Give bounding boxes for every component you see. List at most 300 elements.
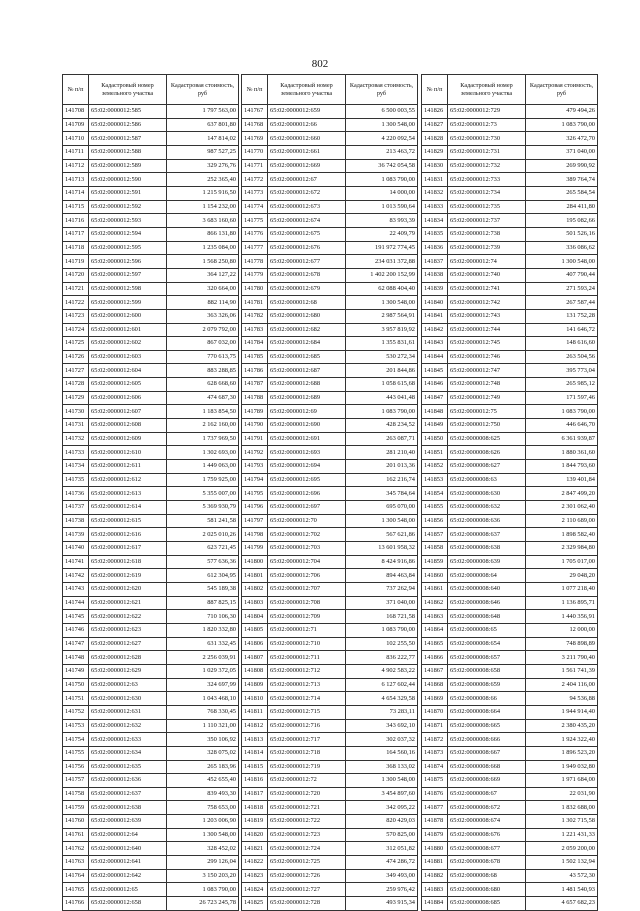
table-row — [242, 173, 418, 187]
row-number: 141731 — [63, 419, 89, 433]
row-number: 141856 — [422, 514, 448, 528]
cadastral-number: 65:02:0000008:638 — [448, 542, 526, 556]
cadastral-value: 1 029 372,05 — [167, 664, 239, 678]
cadastral-value: 2 301 062,40 — [526, 501, 598, 515]
row-number: 141806 — [242, 637, 268, 651]
table-row — [242, 869, 418, 883]
cadastral-value: 22 409,79 — [346, 227, 418, 241]
row-number: 141845 — [422, 364, 448, 378]
table-row — [242, 760, 418, 774]
cadastral-value: 2 380 435,20 — [526, 719, 598, 733]
row-number: 141758 — [63, 787, 89, 801]
cadastral-number: 65:02:0000012:606 — [89, 391, 167, 405]
cadastral-value: 1 844 793,60 — [526, 460, 598, 474]
table-row — [422, 664, 598, 678]
row-number: 141819 — [242, 815, 268, 829]
cadastral-value: 350 106,92 — [167, 733, 239, 747]
row-number: 141751 — [63, 692, 89, 706]
cadastral-number: 65:02:0000012:658 — [89, 897, 167, 911]
row-number: 141774 — [242, 200, 268, 214]
table-row — [422, 159, 598, 173]
cadastral-value: 748 898,89 — [526, 637, 598, 651]
table-row — [242, 801, 418, 815]
row-number: 141871 — [422, 719, 448, 733]
row-number: 141770 — [242, 145, 268, 159]
cadastral-value: 1 302 693,00 — [167, 446, 239, 460]
table-row — [63, 460, 239, 474]
cadastral-value: 1 440 356,91 — [526, 610, 598, 624]
cadastral-value: 147 814,02 — [167, 132, 239, 146]
cadastral-number: 65:02:0000008:685 — [448, 897, 526, 911]
table-row — [242, 637, 418, 651]
row-number: 141820 — [242, 828, 268, 842]
table-row — [242, 528, 418, 542]
row-number: 141737 — [63, 501, 89, 515]
row-number: 141857 — [422, 528, 448, 542]
cadastral-number: 65:02:0000012:678 — [268, 268, 346, 282]
table-row — [422, 487, 598, 501]
row-number: 141870 — [422, 705, 448, 719]
row-number: 141827 — [422, 118, 448, 132]
table-row — [422, 869, 598, 883]
table-row — [422, 419, 598, 433]
table-header-row — [422, 75, 598, 105]
cadastral-value: 1 083 790,00 — [526, 118, 598, 132]
table-row — [422, 856, 598, 870]
cadastral-value: 1 083 790,00 — [346, 623, 418, 637]
cadastral-number: 65:02:0000012:726 — [268, 869, 346, 883]
cadastral-number: 65:02:0000008:654 — [448, 637, 526, 651]
cadastral-value: 62 088 404,40 — [346, 282, 418, 296]
table-row — [242, 664, 418, 678]
row-number: 141816 — [242, 774, 268, 788]
cadastral-value: 628 668,60 — [167, 378, 239, 392]
table-row — [242, 692, 418, 706]
cadastral-value: 1 449 063,00 — [167, 460, 239, 474]
table-row — [242, 719, 418, 733]
row-number: 141839 — [422, 282, 448, 296]
row-number: 141764 — [63, 869, 89, 883]
cadastral-number: 65:02:0000012:719 — [268, 760, 346, 774]
cadastral-value: 345 784,64 — [346, 487, 418, 501]
cadastral-value: 1 110 321,00 — [167, 719, 239, 733]
cadastral-number: 65:02:0000008:669 — [448, 774, 526, 788]
table-row — [242, 487, 418, 501]
cadastral-number: 65:02:0000012:727 — [268, 883, 346, 897]
cadastral-value: 94 536,88 — [526, 692, 598, 706]
cadastral-value: 131 752,28 — [526, 309, 598, 323]
row-number: 141877 — [422, 801, 448, 815]
row-number: 141746 — [63, 623, 89, 637]
cadastral-number: 65:02:0000012:661 — [268, 145, 346, 159]
row-number: 141784 — [242, 337, 268, 351]
row-number: 141786 — [242, 364, 268, 378]
cadastral-value: 73 283,11 — [346, 705, 418, 719]
table-row — [422, 774, 598, 788]
row-number: 141715 — [63, 200, 89, 214]
row-number: 141861 — [422, 582, 448, 596]
row-number: 141812 — [242, 719, 268, 733]
table-row — [63, 746, 239, 760]
row-number: 141745 — [63, 610, 89, 624]
cadastral-value: 570 825,00 — [346, 828, 418, 842]
cadastral-number: 65:02:0000012:689 — [268, 391, 346, 405]
row-number: 141881 — [422, 856, 448, 870]
table-row — [63, 296, 239, 310]
cadastral-value: 1 971 684,00 — [526, 774, 598, 788]
table-row — [242, 460, 418, 474]
table-row — [422, 760, 598, 774]
table-row — [63, 514, 239, 528]
table-row — [242, 746, 418, 760]
cadastral-number: 65:02:0000012:710 — [268, 637, 346, 651]
cadastral-value: 43 572,30 — [526, 869, 598, 883]
cadastral-value: 271 593,24 — [526, 282, 598, 296]
row-number: 141815 — [242, 760, 268, 774]
cadastral-number: 65:02:0000012:695 — [268, 473, 346, 487]
cadastral-value: 201 844,86 — [346, 364, 418, 378]
row-number: 141838 — [422, 268, 448, 282]
cadastral-number: 65:02:0000012:596 — [89, 255, 167, 269]
table-row — [242, 391, 418, 405]
cadastral-number: 65:02:0000012:613 — [89, 487, 167, 501]
cadastral-value: 4 220 092,54 — [346, 132, 418, 146]
cadastral-value: 2 987 564,91 — [346, 309, 418, 323]
cadastral-number: 65:02:0000012:591 — [89, 186, 167, 200]
table-row — [422, 200, 598, 214]
row-number: 141834 — [422, 214, 448, 228]
cadastral-value: 479 494,26 — [526, 105, 598, 119]
table-row — [242, 596, 418, 610]
table-row — [422, 692, 598, 706]
cadastral-value: 26 723 245,78 — [167, 897, 239, 911]
cadastral-value: 191 972 774,45 — [346, 241, 418, 255]
table-row — [63, 610, 239, 624]
cadastral-value: 3 454 897,60 — [346, 787, 418, 801]
row-number: 141824 — [242, 883, 268, 897]
cadastral-number: 65:02:0000012:739 — [448, 241, 526, 255]
cadastral-value: 758 653,00 — [167, 801, 239, 815]
table-row — [422, 337, 598, 351]
cadastral-value: 623 721,45 — [167, 542, 239, 556]
row-number: 141710 — [63, 132, 89, 146]
cadastral-value: 1 481 540,93 — [526, 883, 598, 897]
table-row — [242, 705, 418, 719]
table-row — [242, 227, 418, 241]
cadastral-number: 65:02:0000012:688 — [268, 378, 346, 392]
cadastral-value: 320 664,00 — [167, 282, 239, 296]
table-row — [242, 856, 418, 870]
row-number: 141802 — [242, 582, 268, 596]
cadastral-number: 65:02:0000008:680 — [448, 883, 526, 897]
table-row — [422, 214, 598, 228]
cadastral-value: 371 040,00 — [346, 596, 418, 610]
row-number: 141726 — [63, 350, 89, 364]
table-row — [242, 542, 418, 556]
cadastral-value: 1 820 332,80 — [167, 623, 239, 637]
table-row — [63, 255, 239, 269]
cadastral-number: 65:02:0000008:668 — [448, 760, 526, 774]
cadastral-number: 65:02:0000012:697 — [268, 501, 346, 515]
cadastral-number: 65:02:0000012:621 — [89, 596, 167, 610]
table-row — [242, 296, 418, 310]
cadastral-value: 2 256 039,91 — [167, 651, 239, 665]
row-number: 141863 — [422, 610, 448, 624]
table-row — [63, 200, 239, 214]
table-row — [422, 842, 598, 856]
header-cadastral-number: Кадастровый номер земельного участка — [268, 75, 346, 105]
table-header-row — [242, 75, 418, 105]
cadastral-value: 14 000,00 — [346, 186, 418, 200]
cadastral-number: 65:02:0000012:614 — [89, 501, 167, 515]
cadastral-value: 263 087,71 — [346, 432, 418, 446]
cadastral-value: 162 216,74 — [346, 473, 418, 487]
cadastral-number: 65:02:0000008:676 — [448, 828, 526, 842]
cadastral-number: 65:02:0000012:616 — [89, 528, 167, 542]
cadastral-value: 637 801,80 — [167, 118, 239, 132]
row-number: 141853 — [422, 473, 448, 487]
cadastral-number: 65:02:0000012:717 — [268, 733, 346, 747]
header-cadastral-number: Кадастровый номер земельного участка — [448, 75, 526, 105]
cadastral-value: 1 043 468,10 — [167, 692, 239, 706]
row-number: 141883 — [422, 883, 448, 897]
table-row — [63, 651, 239, 665]
row-number: 141808 — [242, 664, 268, 678]
cadastral-number: 65:02:0000012:615 — [89, 514, 167, 528]
table-row — [63, 268, 239, 282]
row-number: 141880 — [422, 842, 448, 856]
cadastral-number: 65:02:0000008:640 — [448, 582, 526, 596]
table-row — [242, 883, 418, 897]
table-row — [242, 350, 418, 364]
table-row — [63, 473, 239, 487]
table-row — [242, 159, 418, 173]
cadastral-value: 5 355 007,00 — [167, 487, 239, 501]
cadastral-number: 65:02:0000012:720 — [268, 787, 346, 801]
row-number: 141847 — [422, 391, 448, 405]
row-number: 141782 — [242, 309, 268, 323]
cadastral-value: 894 463,84 — [346, 569, 418, 583]
cadastral-value: 1 561 741,39 — [526, 664, 598, 678]
row-number: 141848 — [422, 405, 448, 419]
cadastral-number: 65:02:0000012:729 — [448, 105, 526, 119]
table-row — [242, 378, 418, 392]
cadastral-value: 171 597,46 — [526, 391, 598, 405]
cadastral-value: 1 797 563,00 — [167, 105, 239, 119]
cadastral-value: 364 127,22 — [167, 268, 239, 282]
table-row — [63, 637, 239, 651]
cadastral-number: 65:02:0000012:687 — [268, 364, 346, 378]
cadastral-number: 65:02:0000008:648 — [448, 610, 526, 624]
cadastral-value: 164 560,16 — [346, 746, 418, 760]
table-row — [242, 419, 418, 433]
table-row — [242, 569, 418, 583]
row-number: 141709 — [63, 118, 89, 132]
cadastral-number: 65:02:0000012:64 — [89, 828, 167, 842]
cadastral-number: 65:02:0000012:722 — [268, 815, 346, 829]
table-header-row — [63, 75, 239, 105]
row-number: 141769 — [242, 132, 268, 146]
cadastral-value: 168 721,58 — [346, 610, 418, 624]
cadastral-value: 1 759 925,00 — [167, 473, 239, 487]
row-number: 141811 — [242, 705, 268, 719]
header-cadastral-value: Кадастровая стоимость, руб — [526, 75, 598, 105]
row-number: 141803 — [242, 596, 268, 610]
cadastral-value: 6 500 003,55 — [346, 105, 418, 119]
table-row — [63, 337, 239, 351]
table-row — [63, 664, 239, 678]
row-number: 141765 — [63, 883, 89, 897]
cadastral-value: 8 424 916,86 — [346, 555, 418, 569]
cadastral-number: 65:02:0000012:635 — [89, 760, 167, 774]
cadastral-value: 6 361 939,87 — [526, 432, 598, 446]
cadastral-number: 65:02:0000012:731 — [448, 145, 526, 159]
table-row — [242, 678, 418, 692]
cadastral-value: 1 300 548,00 — [346, 296, 418, 310]
row-number: 141732 — [63, 432, 89, 446]
table-row — [422, 801, 598, 815]
row-number: 141797 — [242, 514, 268, 528]
cadastral-number: 65:02:0000012:714 — [268, 692, 346, 706]
table-row — [63, 528, 239, 542]
cadastral-number: 65:02:0000012:585 — [89, 105, 167, 119]
row-number: 141852 — [422, 460, 448, 474]
table-row — [422, 118, 598, 132]
row-number: 141833 — [422, 200, 448, 214]
row-number: 141727 — [63, 364, 89, 378]
cadastral-number: 65:02:0000012:639 — [89, 815, 167, 829]
table-row — [422, 651, 598, 665]
cadastral-number: 65:02:0000008:630 — [448, 487, 526, 501]
cadastral-value: 839 493,30 — [167, 787, 239, 801]
cadastral-number: 65:02:0000008:64 — [448, 569, 526, 583]
row-number: 141874 — [422, 760, 448, 774]
table-row — [422, 323, 598, 337]
cadastral-value: 577 636,36 — [167, 555, 239, 569]
table-row — [242, 446, 418, 460]
row-number: 141724 — [63, 323, 89, 337]
table-row — [422, 637, 598, 651]
row-number: 141821 — [242, 842, 268, 856]
table-row — [242, 186, 418, 200]
table-row — [422, 405, 598, 419]
row-number: 141809 — [242, 678, 268, 692]
row-number: 141763 — [63, 856, 89, 870]
cadastral-number: 65:02:0000012:611 — [89, 460, 167, 474]
cadastral-number: 65:02:0000012:620 — [89, 582, 167, 596]
cadastral-number: 65:02:0000012:745 — [448, 337, 526, 351]
row-number: 141801 — [242, 569, 268, 583]
row-number: 141740 — [63, 542, 89, 556]
table-row — [242, 309, 418, 323]
cadastral-value: 234 031 372,88 — [346, 255, 418, 269]
cadastral-value: 866 131,80 — [167, 227, 239, 241]
row-number: 141767 — [242, 105, 268, 119]
table-row — [63, 186, 239, 200]
register-table-3 — [421, 74, 598, 911]
cadastral-number: 65:02:0000012:70 — [268, 514, 346, 528]
cadastral-value: 4 902 583,22 — [346, 664, 418, 678]
cadastral-value: 474 286,72 — [346, 856, 418, 870]
table-row — [63, 364, 239, 378]
cadastral-number: 65:02:0000012:590 — [89, 173, 167, 187]
cadastral-number: 65:02:0000012:709 — [268, 610, 346, 624]
table-row — [63, 719, 239, 733]
table-row — [422, 432, 598, 446]
table-row — [422, 282, 598, 296]
cadastral-number: 65:02:0000008:637 — [448, 528, 526, 542]
cadastral-number: 65:02:0000012:619 — [89, 569, 167, 583]
row-number: 141741 — [63, 555, 89, 569]
row-number: 141873 — [422, 746, 448, 760]
cadastral-number: 65:02:0000012:703 — [268, 542, 346, 556]
row-number: 141850 — [422, 432, 448, 446]
cadastral-value: 2 329 984,80 — [526, 542, 598, 556]
table-row — [63, 733, 239, 747]
row-number: 141829 — [422, 145, 448, 159]
cadastral-value: 148 616,60 — [526, 337, 598, 351]
cadastral-value: 328 452,02 — [167, 842, 239, 856]
cadastral-number: 65:02:0000012:708 — [268, 596, 346, 610]
cadastral-value: 631 332,45 — [167, 637, 239, 651]
table-row — [422, 828, 598, 842]
table-row — [63, 787, 239, 801]
cadastral-number: 65:02:0000012:694 — [268, 460, 346, 474]
table-row — [63, 132, 239, 146]
table-row — [63, 419, 239, 433]
row-number: 141849 — [422, 419, 448, 433]
cadastral-value: 1 215 916,50 — [167, 186, 239, 200]
row-number: 141851 — [422, 446, 448, 460]
row-number: 141793 — [242, 460, 268, 474]
row-number: 141728 — [63, 378, 89, 392]
cadastral-value: 867 032,00 — [167, 337, 239, 351]
cadastral-number: 65:02:0000012:587 — [89, 132, 167, 146]
table-row — [422, 705, 598, 719]
cadastral-number: 65:02:0000012:716 — [268, 719, 346, 733]
cadastral-number: 65:02:0000012:75 — [448, 405, 526, 419]
cadastral-number: 65:02:0000012:588 — [89, 145, 167, 159]
cadastral-value: 336 086,62 — [526, 241, 598, 255]
cadastral-value: 1 203 006,90 — [167, 815, 239, 829]
cadastral-value: 695 070,00 — [346, 501, 418, 515]
table-row — [422, 364, 598, 378]
cadastral-value: 267 587,44 — [526, 296, 598, 310]
row-number: 141879 — [422, 828, 448, 842]
cadastral-value: 312 051,82 — [346, 842, 418, 856]
cadastral-number: 65:02:0000008:639 — [448, 555, 526, 569]
row-number: 141757 — [63, 774, 89, 788]
row-number: 141846 — [422, 378, 448, 392]
cadastral-value: 1 083 790,00 — [526, 405, 598, 419]
table-row — [422, 186, 598, 200]
cadastral-value: 452 655,40 — [167, 774, 239, 788]
table-row — [242, 774, 418, 788]
cadastral-value: 213 463,72 — [346, 145, 418, 159]
cadastral-value: 343 692,10 — [346, 719, 418, 733]
row-number: 141830 — [422, 159, 448, 173]
cadastral-number: 65:02:0000012:659 — [268, 105, 346, 119]
cadastral-value: 883 288,85 — [167, 364, 239, 378]
cadastral-value: 443 041,48 — [346, 391, 418, 405]
cadastral-value: 141 646,72 — [526, 323, 598, 337]
cadastral-value: 1 949 032,80 — [526, 760, 598, 774]
table-row — [422, 582, 598, 596]
row-number: 141788 — [242, 391, 268, 405]
table-row — [422, 173, 598, 187]
table-row — [63, 446, 239, 460]
cadastral-value: 3 150 203,20 — [167, 869, 239, 883]
